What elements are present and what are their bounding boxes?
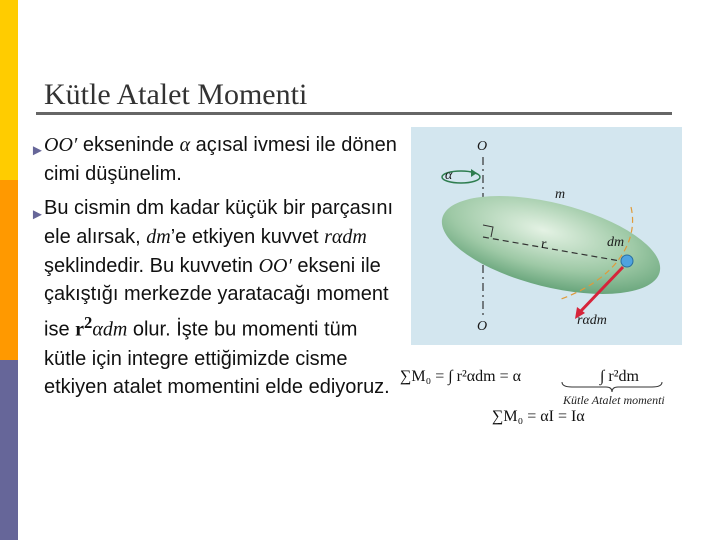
force-label: rαdm	[577, 313, 607, 328]
title-underline	[36, 112, 672, 115]
mass-element-label: dm	[607, 235, 625, 250]
underbrace-icon	[560, 380, 664, 394]
slide-title: Kütle Atalet Momenti	[44, 78, 308, 111]
mass-label: m	[555, 187, 566, 202]
force-symbol: rαdm	[324, 225, 367, 248]
rotating-body-figure	[411, 127, 682, 345]
axis-symbol: OO′	[258, 254, 292, 277]
bullet-icon: ►	[30, 142, 45, 159]
rigid-body-shape	[432, 177, 670, 313]
axis-label-bottom: O	[477, 319, 488, 334]
moment-of-inertia-caption: Kütle Atalet momenti	[563, 393, 665, 407]
alpha-symbol: α	[179, 134, 191, 156]
paragraph-1: OO′ ekseninde α açısal ivmesi ile dönen cimi düşünelim.	[44, 134, 397, 185]
axis-symbol: OO′	[44, 134, 78, 156]
mass-element	[621, 255, 633, 267]
rotating-body-illustration	[411, 127, 682, 345]
angular-acceleration-label: α	[445, 168, 453, 183]
bullet-icon: ►	[30, 206, 45, 223]
rotation-arrowhead	[471, 169, 477, 177]
moment-inertia-equation: ∑M₀ = αI = Iα	[492, 408, 585, 425]
r-squared-symbol: r	[75, 318, 85, 341]
accent-stripe-orange	[0, 180, 18, 360]
alpha-dm-symbol: αdm	[92, 318, 128, 341]
radius-label: r	[541, 237, 547, 252]
paragraph-2: Bu cismin dm kadar küçük bir parçasını ele alırsak, dm’e etkiyen kuvvet rαdm şeklindedir. Bu kuvvetin OO′ ekseni ile çakıştığı merkezde yaratacağı moment ise $r^2\alpha dm$ olur. İşte bu momenti tüm kütle için integre ettiğimizde cisme etkiyen atalet momentini elde ediyoruz.	[44, 197, 394, 399]
inertia-integral: ∫ r²dm	[600, 368, 639, 385]
moment-integral-equation: ∑M₀ = ∫ r²αdm = α	[400, 368, 521, 385]
accent-stripe-purple	[0, 360, 18, 540]
axis-label-top: O	[477, 139, 488, 154]
dm-symbol: dm	[146, 225, 171, 248]
accent-stripe-yellow	[0, 0, 18, 180]
